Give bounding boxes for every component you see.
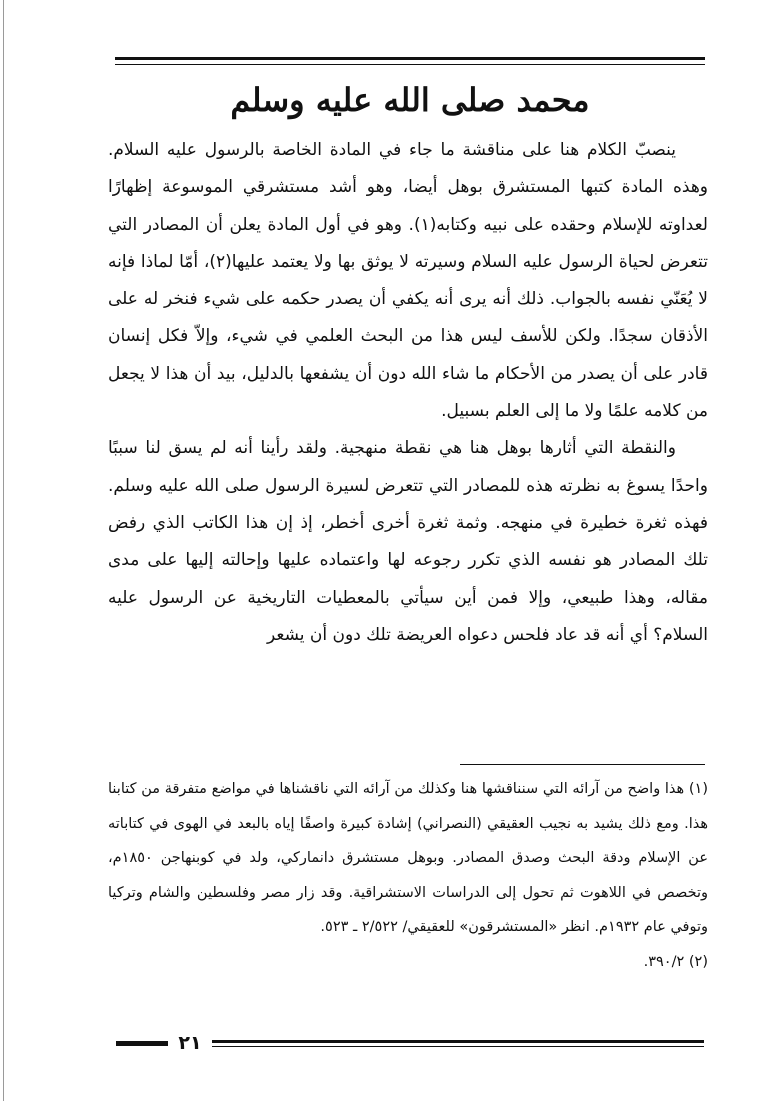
footer-rule-right-thick xyxy=(212,1040,704,1043)
footnote-separator xyxy=(460,764,705,765)
footer-rule-right-thin xyxy=(212,1046,704,1047)
chapter-title: محمد صلى الله عليه وسلم xyxy=(230,81,590,119)
paragraph-1: ينصبّ الكلام هنا على مناقشة ما جاء في المادة الخاصة بالرسول عليه السلام. وهذه المادة كتبها المستشرق بوهل أيضا، وهو أشد مستشرقي الموسوعة إظهارًا لعداوته للإسلام وحقده على نبيه وكتابه(١). وهو في أول المادة يعلن أن المصادر التي تتعرض لحياة الرسول عليه السلام وسيرته لا يوثق بها ولا يعتمد عليها(٢)، أمّا لماذا فإنه لا يُعَنّي نفسه بالجواب. ذلك أنه يرى أنه يكفي أن يصدر حكمه على شيء فنخر له على الأذقان سجدًا. ولكن للأسف ليس هذا من البحث العلمي في شيء، وإلاّ فكل إنسان قادر على أن يصدر من الأحكام ما شاء الله دون أن يشفعها بالدليل، بيد أن هذا لا يجعل من كلامه علمًا ولا ما إلى العلم بسبيل. xyxy=(108,140,708,422)
paragraph-2: والنقطة التي أثارها بوهل هنا هي نقطة منهجية. ولقد رأينا أنه لم يسق لنا سببًا واحدًا يسوغ به نظرته هذه للمصادر التي تتعرض لسيرة الرسول صلى الله عليه وسلم. فهذه ثغرة خطيرة في منهجه. وثمة ثغرة أخرى أخطر، إذ إن هذا الكاتب الذي رفض تلك المصادر هو نفسه الذي تكرر رجوعه لها واعتماده عليها وإحالته إليها على مدى مقاله، وهذا طبيعي، وإلا فمن أين سيأتي بالمعطيات التاريخية عن الرسول عليه السلام؟ أي أنه قد عاد فلحس دعواه العريضة تلك دون أن يشعر xyxy=(108,438,708,645)
page-edge xyxy=(3,0,4,1101)
header-rule-thin xyxy=(115,64,705,65)
page-number: ٢١ xyxy=(178,1032,202,1054)
page-footer xyxy=(0,1028,777,1068)
header-rule-thick xyxy=(115,57,705,60)
main-text xyxy=(108,132,708,654)
footer-rule-left xyxy=(116,1041,168,1046)
footnotes xyxy=(108,772,708,979)
footnote-2: (٢) ٣٩٠/٢. xyxy=(643,953,708,970)
footnote-1: (١) هذا واضح من آرائه التي سنناقشها هنا وكذلك من آرائه التي ناقشناها في مواضع متفرقة من كتابنا هذا. ومع ذلك يشيد به نجيب العقيقي (النصراني) إشادة كبيرة واصفًا إياه بالبعد في الهوى في كتاباته عن الإسلام ودقة البحث وصدق المصادر. وبوهل مستشرق دانماركي، ولد في كوبنهاجن ١٨٥٠م، وتخصص في اللاهوت ثم تحول إلى الدراسات الاستشراقية. وقد زار مصر وفلسطين والشام وتركيا وتوفي عام ١٩٣٢م. انظر «المستشرقون» للعقيقي/ ٢/٥٢٢ ـ ٥٢٣. xyxy=(108,781,708,935)
